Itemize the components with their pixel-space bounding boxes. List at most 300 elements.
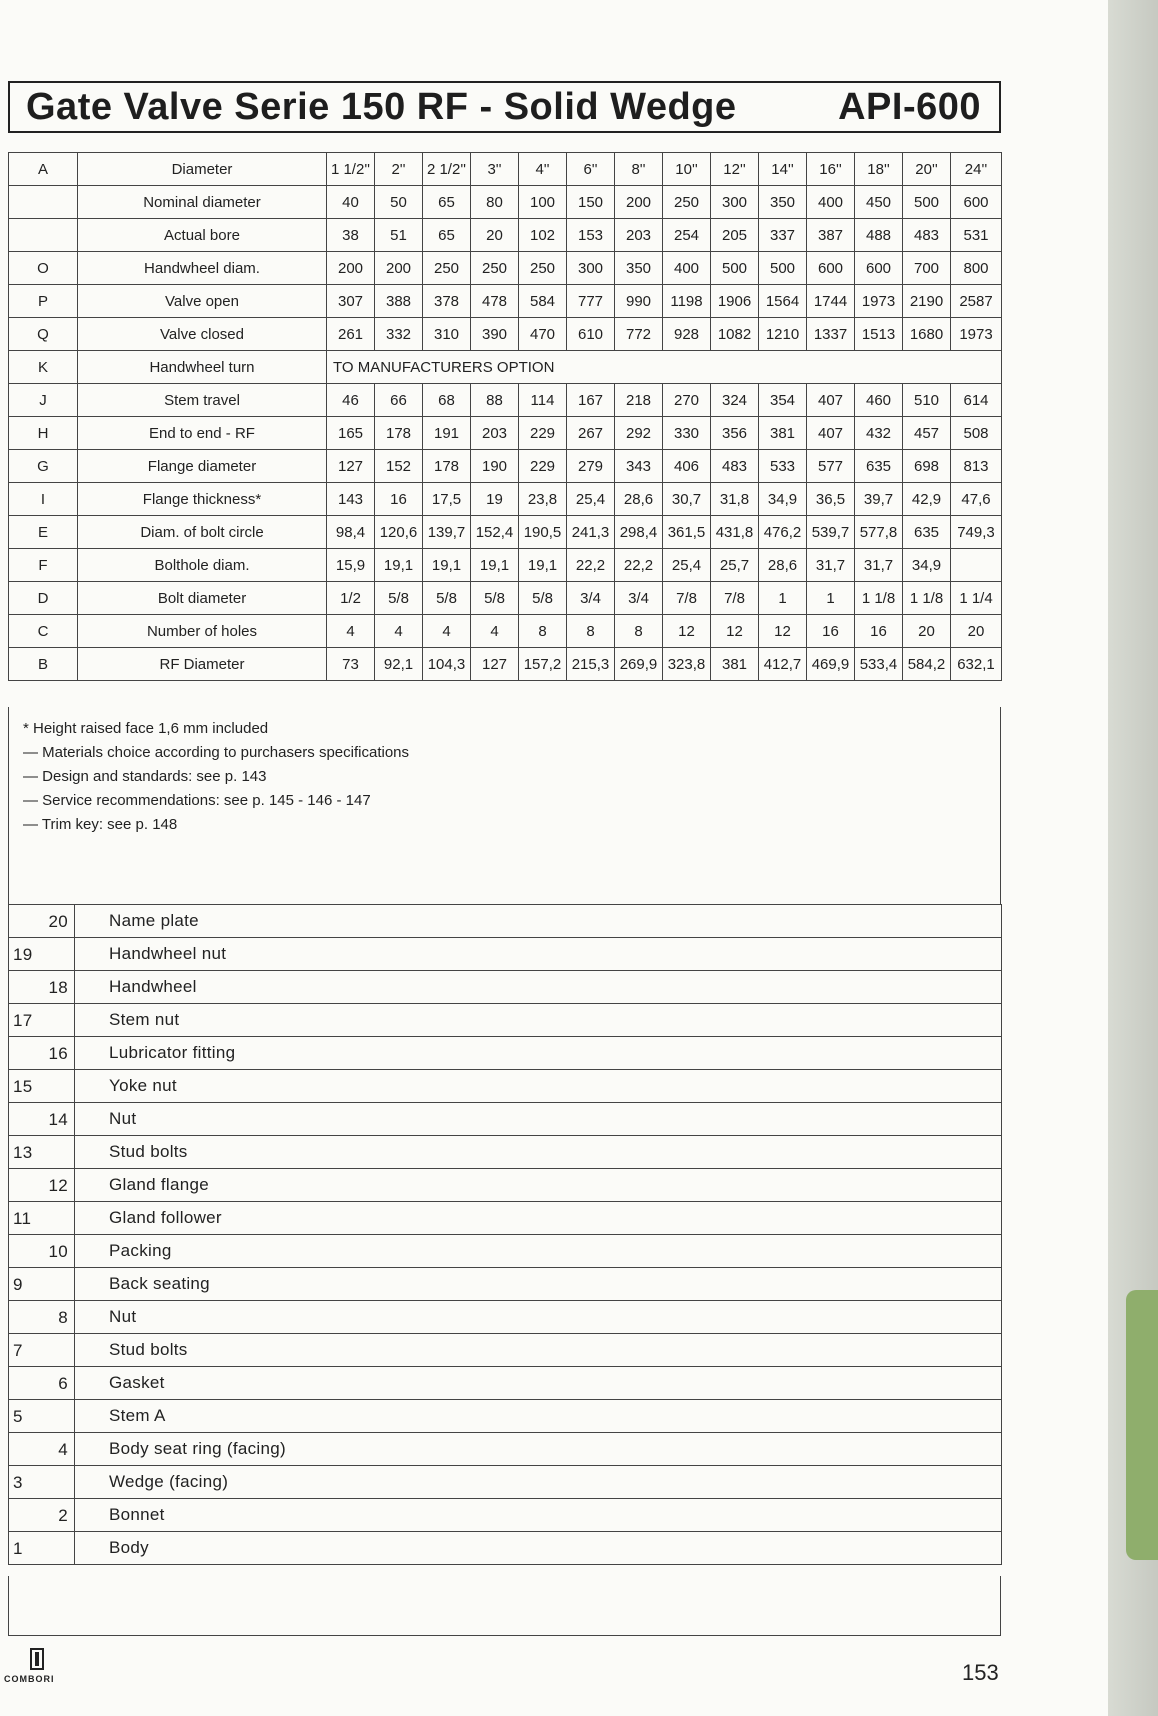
value-cell: 46 bbox=[327, 384, 375, 417]
part-name: Nut bbox=[75, 1103, 1002, 1136]
value-cell: 1744 bbox=[807, 285, 855, 318]
row-label: Diameter bbox=[78, 153, 327, 186]
value-cell: 476,2 bbox=[759, 516, 807, 549]
value-cell: 205 bbox=[711, 219, 759, 252]
value-cell: 300 bbox=[567, 252, 615, 285]
spec-row bbox=[9, 648, 1002, 681]
spec-row bbox=[9, 318, 1002, 351]
row-label: Valve closed bbox=[78, 318, 327, 351]
value-cell: 614 bbox=[951, 384, 1002, 417]
value-cell: 12 bbox=[663, 615, 711, 648]
value-cell: 381 bbox=[759, 417, 807, 450]
parts-table-bottom bbox=[8, 1576, 1001, 1636]
value-cell: 92,1 bbox=[375, 648, 423, 681]
value-cell: 38 bbox=[327, 219, 375, 252]
part-row bbox=[9, 1400, 1002, 1433]
value-cell: 215,3 bbox=[567, 648, 615, 681]
value-cell: 460 bbox=[855, 384, 903, 417]
part-row bbox=[9, 1499, 1002, 1532]
value-cell: 42,9 bbox=[903, 483, 951, 516]
spec-row bbox=[9, 549, 1002, 582]
row-label: Handwheel diam. bbox=[78, 252, 327, 285]
spec-row bbox=[9, 219, 1002, 252]
value-cell: 25,4 bbox=[567, 483, 615, 516]
value-cell: 432 bbox=[855, 417, 903, 450]
part-number-cell bbox=[9, 1400, 75, 1433]
value-cell: 1082 bbox=[711, 318, 759, 351]
part-name: Packing bbox=[75, 1235, 1002, 1268]
value-cell: 298,4 bbox=[615, 516, 663, 549]
note-line: — Trim key: see p. 148 bbox=[23, 816, 178, 833]
value-cell: 4 bbox=[471, 615, 519, 648]
value-cell: 23,8 bbox=[519, 483, 567, 516]
row-code: B bbox=[9, 648, 78, 681]
value-cell: 8 bbox=[567, 615, 615, 648]
spec-row bbox=[9, 450, 1002, 483]
value-cell: 31,7 bbox=[807, 549, 855, 582]
page-title: Gate Valve Serie 150 RF - Solid Wedge bbox=[26, 85, 737, 128]
value-cell: 343 bbox=[615, 450, 663, 483]
value-cell: 19 bbox=[471, 483, 519, 516]
index-tab bbox=[1126, 1290, 1158, 1560]
spec-row bbox=[9, 417, 1002, 450]
value-cell: 3/4 bbox=[615, 582, 663, 615]
value-cell: 167 bbox=[567, 384, 615, 417]
value-cell: 19,1 bbox=[519, 549, 567, 582]
value-cell: 510 bbox=[903, 384, 951, 417]
part-number: 18 bbox=[48, 978, 68, 997]
row-code: J bbox=[9, 384, 78, 417]
part-row bbox=[9, 1037, 1002, 1070]
value-cell: 600 bbox=[807, 252, 855, 285]
value-cell: 406 bbox=[663, 450, 711, 483]
part-name: Body seat ring (facing) bbox=[75, 1433, 1002, 1466]
part-row bbox=[9, 971, 1002, 1004]
spec-row bbox=[9, 483, 1002, 516]
part-number: 9 bbox=[13, 1275, 23, 1294]
value-cell: 1973 bbox=[855, 285, 903, 318]
value-cell: 200 bbox=[327, 252, 375, 285]
value-cell: 17,5 bbox=[423, 483, 471, 516]
value-cell: 28,6 bbox=[759, 549, 807, 582]
size-header-cell: 10'' bbox=[663, 153, 711, 186]
value-cell: 65 bbox=[423, 186, 471, 219]
value-cell: 7/8 bbox=[711, 582, 759, 615]
value-cell: 73 bbox=[327, 648, 375, 681]
part-number-cell bbox=[9, 1202, 75, 1235]
note-line: — Design and standards: see p. 143 bbox=[23, 768, 267, 785]
part-number-cell bbox=[9, 1136, 75, 1169]
logo-text: COMBORI bbox=[4, 1674, 55, 1684]
value-cell: 261 bbox=[327, 318, 375, 351]
value-cell: 50 bbox=[375, 186, 423, 219]
value-cell: 270 bbox=[663, 384, 711, 417]
part-row bbox=[9, 1334, 1002, 1367]
value-cell: 337 bbox=[759, 219, 807, 252]
part-number: 15 bbox=[13, 1077, 33, 1096]
value-cell: 98,4 bbox=[327, 516, 375, 549]
row-label: Diam. of bolt circle bbox=[78, 516, 327, 549]
value-cell: 307 bbox=[327, 285, 375, 318]
part-name: Handwheel bbox=[75, 971, 1002, 1004]
value-cell: 200 bbox=[615, 186, 663, 219]
value-cell: 5/8 bbox=[471, 582, 519, 615]
part-row bbox=[9, 1169, 1002, 1202]
row-label: Flange thickness* bbox=[78, 483, 327, 516]
value-cell: 5/8 bbox=[375, 582, 423, 615]
value-cell: 400 bbox=[663, 252, 711, 285]
value-cell: 457 bbox=[903, 417, 951, 450]
value-cell: 39,7 bbox=[855, 483, 903, 516]
row-code: O bbox=[9, 252, 78, 285]
value-cell: 88 bbox=[471, 384, 519, 417]
value-cell: 324 bbox=[711, 384, 759, 417]
part-number: 6 bbox=[58, 1374, 68, 1393]
part-number: 20 bbox=[48, 912, 68, 931]
value-cell: 203 bbox=[615, 219, 663, 252]
value-cell: 990 bbox=[615, 285, 663, 318]
row-code: I bbox=[9, 483, 78, 516]
value-cell: 407 bbox=[807, 384, 855, 417]
row-label: Handwheel turn bbox=[78, 351, 327, 384]
value-cell: 777 bbox=[567, 285, 615, 318]
part-number: 3 bbox=[13, 1473, 23, 1492]
part-row bbox=[9, 1268, 1002, 1301]
size-header-cell: 18'' bbox=[855, 153, 903, 186]
value-cell: 1564 bbox=[759, 285, 807, 318]
row-label: Actual bore bbox=[78, 219, 327, 252]
part-number-cell bbox=[9, 1070, 75, 1103]
value-cell: 218 bbox=[615, 384, 663, 417]
row-code bbox=[9, 219, 78, 252]
value-cell: 412,7 bbox=[759, 648, 807, 681]
part-name: Gasket bbox=[75, 1367, 1002, 1400]
value-cell: 143 bbox=[327, 483, 375, 516]
value-cell: 114 bbox=[519, 384, 567, 417]
value-cell: 5/8 bbox=[519, 582, 567, 615]
spec-row bbox=[9, 615, 1002, 648]
value-cell: 250 bbox=[471, 252, 519, 285]
spec-row bbox=[9, 516, 1002, 549]
row-code: H bbox=[9, 417, 78, 450]
row-code: K bbox=[9, 351, 78, 384]
part-number-cell bbox=[9, 1466, 75, 1499]
part-name: Bonnet bbox=[75, 1499, 1002, 1532]
size-header-cell: 4'' bbox=[519, 153, 567, 186]
value-cell: 1 1/8 bbox=[855, 582, 903, 615]
value-cell: 127 bbox=[327, 450, 375, 483]
part-number-cell bbox=[9, 1169, 75, 1202]
part-row bbox=[9, 1433, 1002, 1466]
value-cell bbox=[951, 549, 1002, 582]
value-cell: 300 bbox=[711, 186, 759, 219]
size-header-cell: 14'' bbox=[759, 153, 807, 186]
value-cell: 1680 bbox=[903, 318, 951, 351]
value-cell: 7/8 bbox=[663, 582, 711, 615]
value-cell: 254 bbox=[663, 219, 711, 252]
value-cell: 378 bbox=[423, 285, 471, 318]
part-name: Body bbox=[75, 1532, 1002, 1565]
value-cell: 469,9 bbox=[807, 648, 855, 681]
value-cell: 191 bbox=[423, 417, 471, 450]
part-name: Stud bolts bbox=[75, 1136, 1002, 1169]
value-cell: 36,5 bbox=[807, 483, 855, 516]
value-cell: 279 bbox=[567, 450, 615, 483]
value-cell: 1 bbox=[807, 582, 855, 615]
value-cell: 577 bbox=[807, 450, 855, 483]
value-cell: 31,8 bbox=[711, 483, 759, 516]
value-cell: 381 bbox=[711, 648, 759, 681]
value-cell: 25,4 bbox=[663, 549, 711, 582]
value-cell: 20 bbox=[951, 615, 1002, 648]
value-cell: 269,9 bbox=[615, 648, 663, 681]
part-number-cell bbox=[9, 1103, 75, 1136]
value-cell: 178 bbox=[423, 450, 471, 483]
standard-label: API-600 bbox=[838, 85, 981, 128]
value-cell: 350 bbox=[615, 252, 663, 285]
value-cell: 1337 bbox=[807, 318, 855, 351]
value-cell: 34,9 bbox=[903, 549, 951, 582]
value-cell: 478 bbox=[471, 285, 519, 318]
value-cell: 250 bbox=[519, 252, 567, 285]
row-code: Q bbox=[9, 318, 78, 351]
value-cell: 500 bbox=[759, 252, 807, 285]
part-number-cell bbox=[9, 1301, 75, 1334]
part-row bbox=[9, 1136, 1002, 1169]
part-name: Back seating bbox=[75, 1268, 1002, 1301]
value-cell: 387 bbox=[807, 219, 855, 252]
part-name: Name plate bbox=[75, 905, 1002, 938]
size-header-cell: 8'' bbox=[615, 153, 663, 186]
value-cell: 354 bbox=[759, 384, 807, 417]
part-number-cell bbox=[9, 1499, 75, 1532]
value-cell: 1198 bbox=[663, 285, 711, 318]
value-cell: 577,8 bbox=[855, 516, 903, 549]
value-cell: 450 bbox=[855, 186, 903, 219]
page-number: 153 bbox=[962, 1660, 999, 1685]
value-cell: 31,7 bbox=[855, 549, 903, 582]
value-cell: 470 bbox=[519, 318, 567, 351]
value-cell: 1 1/4 bbox=[951, 582, 1002, 615]
value-cell: 928 bbox=[663, 318, 711, 351]
row-label: Valve open bbox=[78, 285, 327, 318]
value-cell: 2190 bbox=[903, 285, 951, 318]
title-box bbox=[8, 81, 1001, 133]
value-cell: 700 bbox=[903, 252, 951, 285]
value-cell: 100 bbox=[519, 186, 567, 219]
part-name: Wedge (facing) bbox=[75, 1466, 1002, 1499]
spec-row bbox=[9, 351, 1002, 384]
value-cell: 4 bbox=[423, 615, 471, 648]
value-cell: 68 bbox=[423, 384, 471, 417]
value-cell: 12 bbox=[759, 615, 807, 648]
part-number: 10 bbox=[48, 1242, 68, 1261]
value-cell: 15,9 bbox=[327, 549, 375, 582]
value-cell: 356 bbox=[711, 417, 759, 450]
value-cell: 698 bbox=[903, 450, 951, 483]
value-cell: 1 bbox=[759, 582, 807, 615]
row-label: Bolt diameter bbox=[78, 582, 327, 615]
value-cell: 4 bbox=[375, 615, 423, 648]
value-cell: 19,1 bbox=[375, 549, 423, 582]
row-code: F bbox=[9, 549, 78, 582]
value-cell: 250 bbox=[423, 252, 471, 285]
part-name: Stem nut bbox=[75, 1004, 1002, 1037]
part-name: Lubricator fitting bbox=[75, 1037, 1002, 1070]
part-number: 5 bbox=[13, 1407, 23, 1426]
part-number-cell bbox=[9, 1037, 75, 1070]
row-label: Number of holes bbox=[78, 615, 327, 648]
size-header-cell: 2 1/2'' bbox=[423, 153, 471, 186]
part-number-cell bbox=[9, 1532, 75, 1565]
value-cell: 152,4 bbox=[471, 516, 519, 549]
value-cell: 292 bbox=[615, 417, 663, 450]
value-cell: 500 bbox=[903, 186, 951, 219]
part-number: 8 bbox=[58, 1308, 68, 1327]
value-cell: 19,1 bbox=[423, 549, 471, 582]
value-cell: 350 bbox=[759, 186, 807, 219]
part-name: Yoke nut bbox=[75, 1070, 1002, 1103]
spec-row bbox=[9, 384, 1002, 417]
note-line: — Service recommendations: see p. 145 - 146 - 147 bbox=[23, 792, 371, 809]
part-name: Stem A bbox=[75, 1400, 1002, 1433]
manufacturer-logo bbox=[4, 1648, 64, 1684]
part-number-cell bbox=[9, 1235, 75, 1268]
value-cell: 34,9 bbox=[759, 483, 807, 516]
size-header-cell: 20'' bbox=[903, 153, 951, 186]
value-cell: 190 bbox=[471, 450, 519, 483]
part-name: Nut bbox=[75, 1301, 1002, 1334]
part-row bbox=[9, 1466, 1002, 1499]
value-cell: 1906 bbox=[711, 285, 759, 318]
part-row bbox=[9, 1367, 1002, 1400]
value-cell: 388 bbox=[375, 285, 423, 318]
value-cell: 267 bbox=[567, 417, 615, 450]
value-cell: 635 bbox=[903, 516, 951, 549]
part-number: 19 bbox=[13, 945, 33, 964]
part-row bbox=[9, 1235, 1002, 1268]
value-cell: 152 bbox=[375, 450, 423, 483]
value-cell: 178 bbox=[375, 417, 423, 450]
part-number-cell bbox=[9, 1367, 75, 1400]
note-line: — Materials choice according to purchasers specifications bbox=[23, 744, 410, 761]
value-cell: 508 bbox=[951, 417, 1002, 450]
row-label: Bolthole diam. bbox=[78, 549, 327, 582]
value-cell: 2587 bbox=[951, 285, 1002, 318]
value-cell: 531 bbox=[951, 219, 1002, 252]
value-cell: 610 bbox=[567, 318, 615, 351]
value-cell: 813 bbox=[951, 450, 1002, 483]
value-cell: 332 bbox=[375, 318, 423, 351]
value-cell: 8 bbox=[615, 615, 663, 648]
value-cell: 22,2 bbox=[567, 549, 615, 582]
spec-row bbox=[9, 285, 1002, 318]
size-header-cell: 16'' bbox=[807, 153, 855, 186]
part-row bbox=[9, 1202, 1002, 1235]
part-number-cell bbox=[9, 1433, 75, 1466]
part-row bbox=[9, 1103, 1002, 1136]
parts-list-table bbox=[8, 904, 1002, 1565]
part-number: 1 bbox=[13, 1539, 23, 1558]
value-cell: 12 bbox=[711, 615, 759, 648]
row-code: A bbox=[9, 153, 78, 186]
value-cell: 20 bbox=[471, 219, 519, 252]
value-cell: 632,1 bbox=[951, 648, 1002, 681]
value-cell: 40 bbox=[327, 186, 375, 219]
part-row bbox=[9, 1532, 1002, 1565]
value-cell: 1 1/8 bbox=[903, 582, 951, 615]
value-cell: 533,4 bbox=[855, 648, 903, 681]
part-number-cell bbox=[9, 938, 75, 971]
row-label: End to end - RF bbox=[78, 417, 327, 450]
value-cell: 51 bbox=[375, 219, 423, 252]
row-code: P bbox=[9, 285, 78, 318]
value-cell: 47,6 bbox=[951, 483, 1002, 516]
note-line: * Height raised face 1,6 mm included bbox=[23, 720, 269, 737]
value-cell: 600 bbox=[951, 186, 1002, 219]
part-number-cell bbox=[9, 905, 75, 938]
value-cell: 431,8 bbox=[711, 516, 759, 549]
value-cell: 8 bbox=[519, 615, 567, 648]
value-cell: 157,2 bbox=[519, 648, 567, 681]
row-code: C bbox=[9, 615, 78, 648]
value-cell: 361,5 bbox=[663, 516, 711, 549]
value-cell: 229 bbox=[519, 450, 567, 483]
value-cell: 800 bbox=[951, 252, 1002, 285]
value-cell: 635 bbox=[855, 450, 903, 483]
part-number: 11 bbox=[13, 1209, 32, 1228]
value-cell: 407 bbox=[807, 417, 855, 450]
value-cell: 20 bbox=[903, 615, 951, 648]
value-cell: 203 bbox=[471, 417, 519, 450]
option-note: TO MANUFACTURERS OPTION bbox=[327, 351, 1002, 384]
part-row bbox=[9, 905, 1002, 938]
part-number: 7 bbox=[13, 1341, 23, 1360]
part-number-cell bbox=[9, 1334, 75, 1367]
value-cell: 153 bbox=[567, 219, 615, 252]
value-cell: 65 bbox=[423, 219, 471, 252]
value-cell: 22,2 bbox=[615, 549, 663, 582]
part-number: 12 bbox=[48, 1176, 68, 1195]
part-row bbox=[9, 1301, 1002, 1334]
part-row bbox=[9, 1004, 1002, 1037]
part-row bbox=[9, 1070, 1002, 1103]
value-cell: 102 bbox=[519, 219, 567, 252]
size-header-cell: 3'' bbox=[471, 153, 519, 186]
value-cell: 150 bbox=[567, 186, 615, 219]
value-cell: 16 bbox=[855, 615, 903, 648]
value-cell: 30,7 bbox=[663, 483, 711, 516]
row-label: Flange diameter bbox=[78, 450, 327, 483]
size-header-cell: 1 1/2'' bbox=[327, 153, 375, 186]
part-number-cell bbox=[9, 1004, 75, 1037]
value-cell: 5/8 bbox=[423, 582, 471, 615]
size-header-row bbox=[9, 153, 1002, 186]
value-cell: 80 bbox=[471, 186, 519, 219]
value-cell: 772 bbox=[615, 318, 663, 351]
part-number: 16 bbox=[48, 1044, 68, 1063]
value-cell: 241,3 bbox=[567, 516, 615, 549]
value-cell: 16 bbox=[807, 615, 855, 648]
part-number: 2 bbox=[58, 1506, 68, 1525]
value-cell: 16 bbox=[375, 483, 423, 516]
value-cell: 250 bbox=[663, 186, 711, 219]
value-cell: 400 bbox=[807, 186, 855, 219]
value-cell: 19,1 bbox=[471, 549, 519, 582]
part-number: 4 bbox=[58, 1440, 68, 1459]
value-cell: 1210 bbox=[759, 318, 807, 351]
value-cell: 1/2 bbox=[327, 582, 375, 615]
